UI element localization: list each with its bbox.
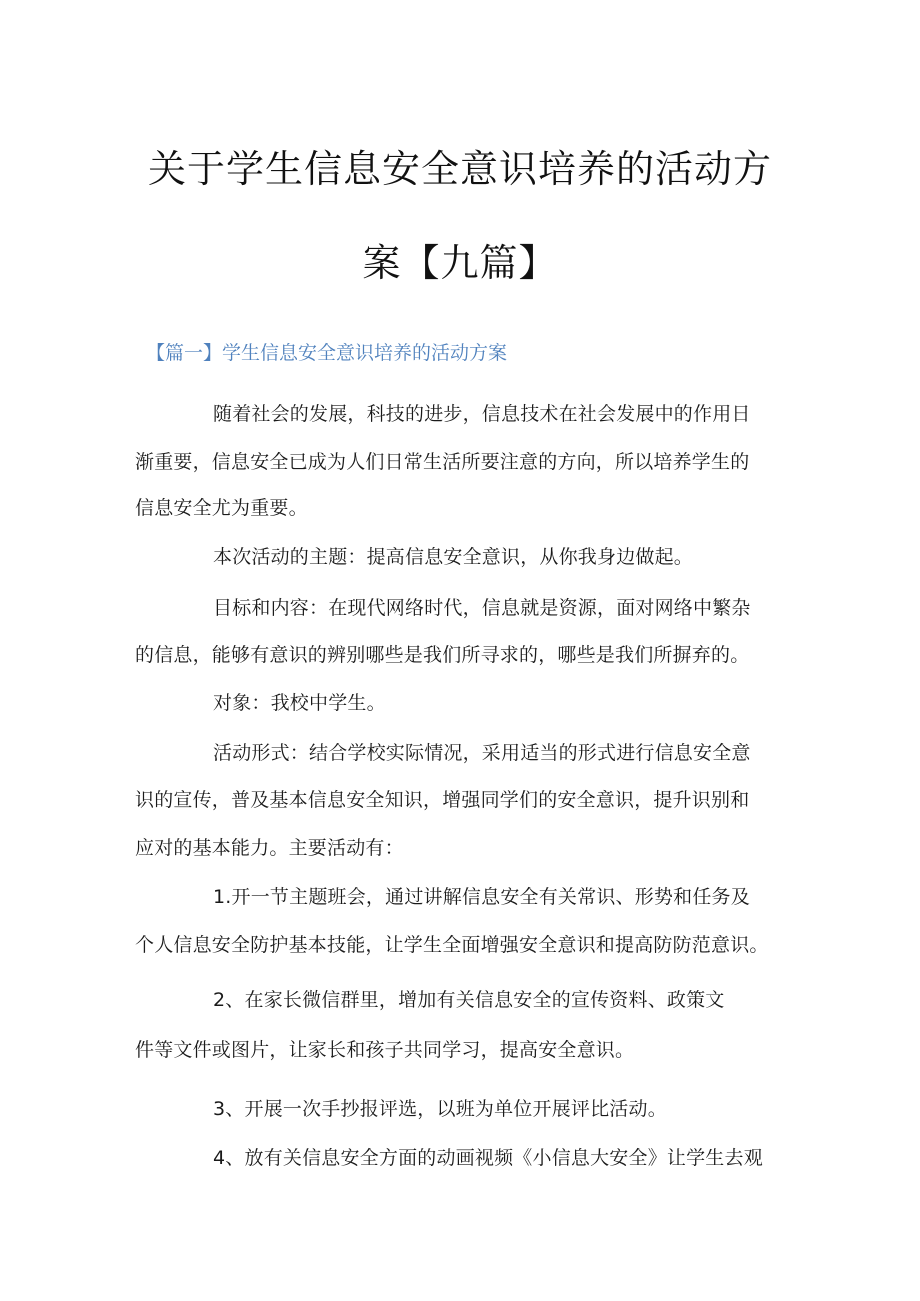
paragraph-line: 渐重要，信息安全已成为人们日常生活所要注意的方向，所以培养学生的 — [135, 451, 750, 473]
paragraph-line: 目标和内容：在现代网络时代，信息就是资源，面对网络中繁杂 — [213, 597, 751, 619]
paragraph-line: 活动形式：结合学校实际情况，采用适当的形式进行信息安全意 — [213, 742, 751, 764]
paragraph-line: 3、开展一次手抄报评选，以班为单位开展评比活动。 — [213, 1098, 667, 1120]
paragraph-line: 对象：我校中学生。 — [213, 692, 386, 714]
paragraph-line: 个人信息安全防护基本技能，让学生全面增强安全意识和提高防防范意识。 — [135, 934, 769, 956]
paragraph-line: 4、放有关信息安全方面的动画视频《小信息大安全》让学生去观 — [213, 1147, 763, 1169]
paragraph-line: 随着社会的发展，科技的进步，信息技术在社会发展中的作用日 — [213, 403, 751, 425]
paragraph-line: 1.开一节主题班会，通过讲解信息安全有关常识、形势和任务及 — [213, 886, 750, 908]
paragraph-line: 应对的基本能力。主要活动有： — [135, 837, 404, 859]
paragraph-line: 2、在家长微信群里，增加有关信息安全的宣传资料、政策文 — [213, 989, 725, 1011]
paragraph-line: 的信息，能够有意识的辨别哪些是我们所寻求的，哪些是我们所摒弃的。 — [135, 644, 750, 666]
document-title-line-2: 案【九篇】 — [362, 241, 558, 285]
section-heading: 【篇一】学生信息安全意识培养的活动方案 — [146, 342, 508, 364]
paragraph-line: 本次活动的主题：提高信息安全意识，从你我身边做起。 — [213, 546, 694, 568]
paragraph-line: 信息安全尤为重要。 — [135, 497, 308, 519]
document-title-line-1: 关于学生信息安全意识培养的活动方 — [147, 147, 772, 191]
paragraph-line: 识的宣传，普及基本信息安全知识，增强同学们的安全意识，提升识别和 — [135, 789, 750, 811]
paragraph-line: 件等文件或图片，让家长和孩子共同学习，提高安全意识。 — [135, 1039, 635, 1061]
